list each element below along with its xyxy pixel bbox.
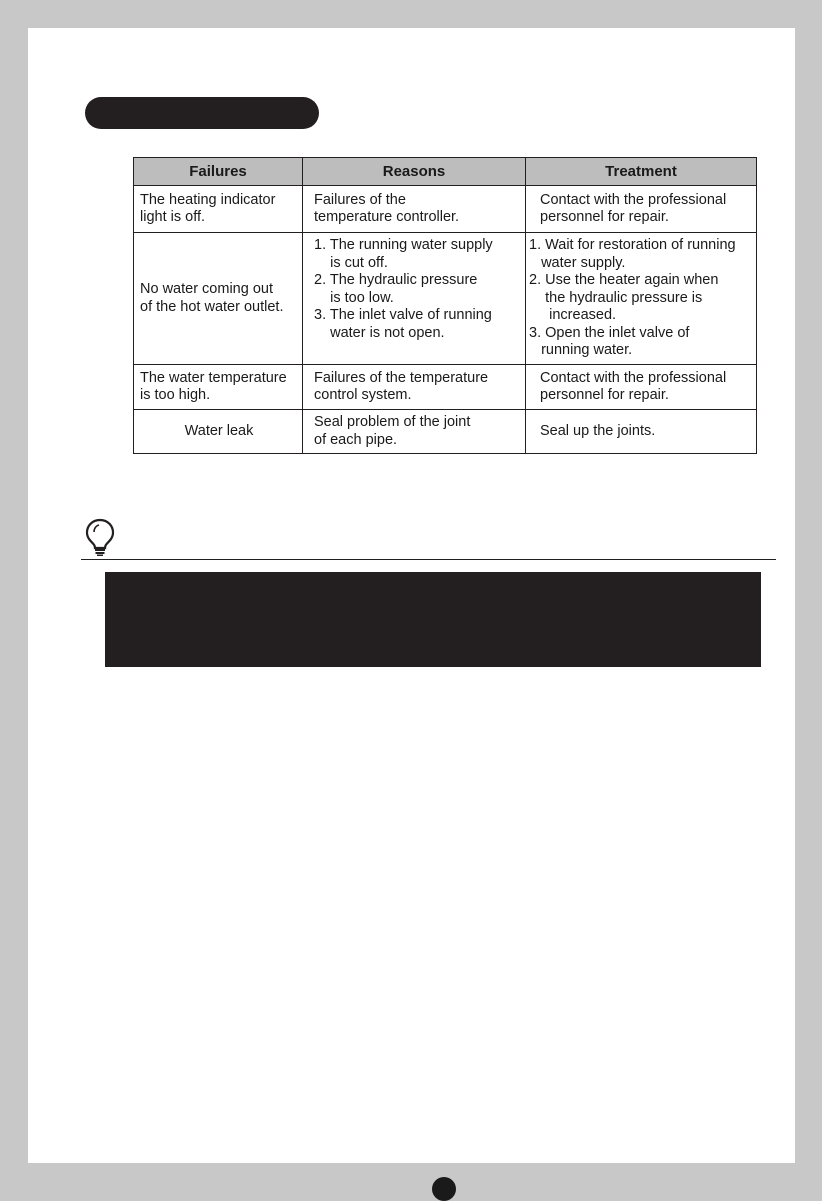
table-header-row xyxy=(134,158,757,186)
failure-cell: Water leak xyxy=(134,410,303,454)
table-row xyxy=(134,365,757,410)
reason-cell: Failures of the temperature control system. xyxy=(303,365,526,410)
failure-cell: No water coming out of the hot water outlet. xyxy=(134,233,303,365)
note-box xyxy=(105,572,761,667)
failure-cell: The heating indicator light is off. xyxy=(134,186,303,233)
section-title-bar xyxy=(85,97,319,129)
treatment-cell: Contact with the professional personnel for repair. xyxy=(526,186,757,233)
reason-cell: Seal problem of the joint of each pipe. xyxy=(303,410,526,454)
header-reasons: Reasons xyxy=(303,158,526,186)
table-row xyxy=(134,186,757,233)
lightbulb-icon xyxy=(85,518,115,556)
reason-cell: 1. The running water supply is cut off. 2. The hydraulic pressure is too low. 3. The inlet valve of running water is not open. xyxy=(303,233,526,365)
page-number-badge xyxy=(432,1177,456,1201)
reason-cell: Failures of the temperature controller. xyxy=(303,186,526,233)
treatment-cell: 1. Wait for restoration of running water supply. 2. Use the heater again when the hydraulic pressure is increased. 3. Open the inlet valve of running water. xyxy=(526,233,757,365)
table-row xyxy=(134,410,757,454)
header-treatment: Treatment xyxy=(526,158,757,186)
table-row xyxy=(134,233,757,365)
treatment-cell: Seal up the joints. xyxy=(526,410,757,454)
troubleshooting-table xyxy=(133,157,757,454)
manual-page xyxy=(28,28,795,1163)
failure-cell: The water temperature is too high. xyxy=(134,365,303,410)
tip-divider xyxy=(81,559,776,560)
header-failures: Failures xyxy=(134,158,303,186)
treatment-cell: Contact with the professional personnel for repair. xyxy=(526,365,757,410)
